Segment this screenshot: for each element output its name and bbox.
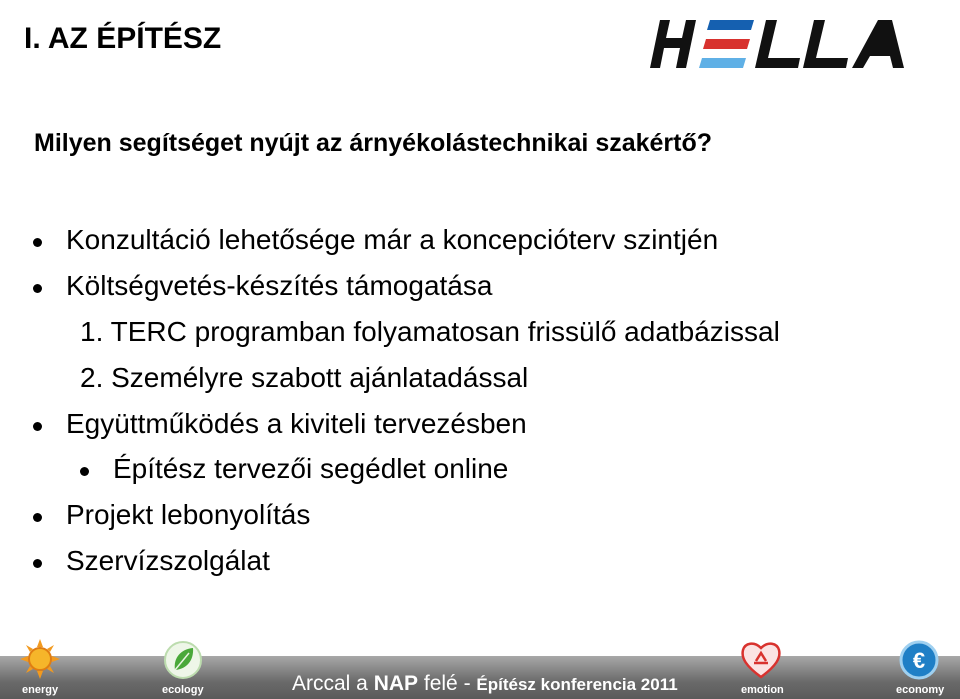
slide-title: I. AZ ÉPÍTÉSZ xyxy=(24,22,222,55)
list-item-sub: Építész tervezői segédlet online xyxy=(113,453,509,484)
sun-icon xyxy=(20,639,60,679)
footer-label-emotion: emotion xyxy=(741,684,784,696)
bullet-icon xyxy=(33,238,42,247)
heart-recycle-icon xyxy=(740,639,782,679)
footer-label-ecology: ecology xyxy=(162,684,204,696)
footer-label-economy: economy xyxy=(896,684,945,696)
bullet-icon xyxy=(33,284,42,293)
bullet-icon xyxy=(33,559,42,568)
list-item-numbered: 2. Személyre szabott ajánlatadással xyxy=(80,362,529,393)
euro-icon xyxy=(899,640,939,680)
question-heading: Milyen segítséget nyújt az árnyékolástechnikai szakértő? xyxy=(34,129,713,157)
list-item: Projekt lebonyolítás xyxy=(66,499,311,530)
list-item: Szervízszolgálat xyxy=(66,545,270,576)
footer-caption-part2: felé - xyxy=(418,672,477,695)
footer-label-energy: energy xyxy=(22,684,59,696)
footer-caption xyxy=(292,672,678,696)
footer-caption-nap: NAP xyxy=(373,672,419,695)
footer-caption-conference: Építész konferencia 2011 xyxy=(476,675,678,694)
list-item: Konzultáció lehetősége már a koncepcióterv szintjén xyxy=(66,224,719,255)
list-item: Költségvetés-készítés támogatása xyxy=(66,270,493,301)
list-item-numbered: 1. TERC programban folyamatosan frissülő adatbázissal xyxy=(80,316,780,347)
footer-caption-part1: Arccal a xyxy=(292,672,374,695)
list-item: Együttműködés a kiviteli tervezésben xyxy=(66,408,527,439)
hella-logo xyxy=(650,18,912,70)
sub-bullet-icon xyxy=(80,467,89,476)
bullet-icon xyxy=(33,513,42,522)
leaf-icon xyxy=(163,640,203,680)
bullet-icon xyxy=(33,422,42,431)
euro-symbol: € xyxy=(912,648,926,673)
